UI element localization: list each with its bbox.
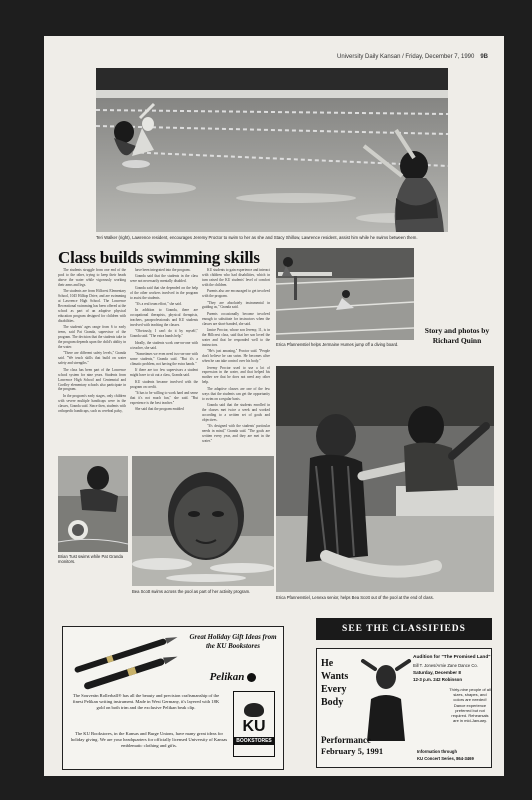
pelikan-brand-logo [185, 671, 281, 683]
paragraph: If there are too few supervisors a student might have to sit out a class, Granda said. [130, 368, 198, 378]
info-contact: KU Concert Series, 864-3469 [417, 756, 474, 761]
paragraph: "It's designed with the students' particular needs in mind," Granda said. "The goals are written every year, and they are met in the water." [202, 424, 270, 444]
paragraph: have been integrated into the program. [135, 268, 191, 272]
paragraph: Jeremy Proctor used to use a lot of expression in the water, and that helped his mother see that he does not need any other help. [202, 365, 270, 385]
middle-photo-caption: Bea Scott swims across the pool as part of her activity program. [132, 589, 251, 594]
pool-scene-illustration [96, 68, 448, 232]
paragraph: The students' ages range from 6 to early teens, said Pat Granda, supervisor of the program. The decision that the students take in the program depends upon the child's ability in the water. [58, 325, 126, 350]
brian-tust-photo [58, 456, 128, 552]
page-header [337, 54, 488, 60]
audition-time: 12-3 p.m. 242 Robinson [413, 677, 463, 682]
headline-word: He [321, 658, 334, 669]
paragraph: "It's a real team effort," she said. [135, 301, 182, 306]
story-byline: Story and photos by Richard Quinn [424, 326, 490, 346]
audition-date: Saturday, December 8 [413, 670, 461, 675]
pool-exit-photo [276, 366, 494, 592]
jayhawk-icon [244, 703, 264, 717]
bookstores-logo-text: BOOKSTORES [236, 738, 272, 744]
he-wants-every-body [321, 657, 361, 709]
headline-word: Every [321, 684, 347, 695]
pelikan-ad-headline: Great Holiday Gift Ideas from the KU Bookstores [189, 633, 277, 650]
diving-board-illustration [276, 248, 414, 340]
article-column-3 [202, 268, 270, 454]
paragraph: She said that the program enabled [135, 407, 184, 412]
pelikan-ad[interactable] [62, 626, 284, 770]
paragraph: "Sometimes we even need two-on-one with some students," Granda said. "But it's a climatic problem, not having the extra hands." [130, 352, 198, 366]
masthead-text: University Daily Kansan / Friday, December 7, 1990 [337, 54, 475, 60]
bea-scott-photo [132, 456, 274, 586]
ku-bookstores-logo [233, 691, 275, 757]
left-photo-caption: Brian Tust swims while Pat Granda monitors. [58, 554, 123, 565]
paragraph: "There are different safety levels," Granda said. "We teach skills that build on water safety and strengths." [58, 351, 126, 366]
paragraph: Granda said that she depended on the help of the other workers involved in the program to assist the students. [130, 285, 198, 300]
top-pool-photo [96, 68, 448, 232]
dancer-portrait [357, 659, 415, 741]
paragraph: "They are absolutely instrumental in guiding us," Granda said. [202, 300, 270, 310]
diving-photo-caption: Erica Pfannenstiel helps Jermaine Humes jump off a diving board. [276, 342, 399, 347]
paragraph: Granda said that the students in the class were not necessarily mentally disabled. [130, 274, 198, 284]
audition-title: Audition for "The Promised Land" [413, 655, 491, 660]
paragraph: The adaptive classes are one of the few ways that the students can get the opportunity to swim on a regular basis. [202, 386, 270, 401]
paragraph: The class has been part of the Lawrence school system for nine years. Students from Lawrence High School and Centennial and Cordley elementary schools also participate in the program. [58, 367, 126, 392]
paragraph: Granda said that the students enrolled in the classes met twice a week and worked according to a written set of goals and objectives. [202, 402, 270, 422]
paragraph: KU students to gain experience and interact with children who had disabilities, which in turn raised the KU students' level of comfort with the children. [202, 268, 270, 287]
paragraph: The students are from Hillcrest Elementary School, 1045 Hilltop Drive, and are swimming at Lawrence High School. The Lawrence Recreational swimming has been offered at the school as part of an adaptive physical education program designed for children with disabilities. [58, 289, 126, 323]
pelikan-ad-body: The Souverän Rollerball® has all the beauty and precision craftsmanship of the finest Pelikan writing instrument. Made in West Germany, it's layered with 18K gold on both trim and the exclusive Pelikan beak clip. [72, 693, 220, 711]
diving-board-photo [276, 248, 414, 340]
paragraph: "Obviously, I can't do it by myself," Granda said. "The extra hands help." [130, 329, 198, 339]
pen-icon [69, 633, 185, 693]
dance-audition-ad[interactable] [316, 648, 492, 768]
face-in-water-illustration [132, 456, 274, 586]
paragraph: Janice Proctor, whose son Jeremy, 11, is in the Hillcrest class, said that her son loved the water and that he responded well to the instructors. [202, 328, 270, 347]
headline-word: Body [321, 697, 344, 708]
paragraph: Ideally, the students work one-on-one with a teacher, she said. [130, 340, 198, 350]
article-column-1 [58, 268, 126, 454]
pelikan-bird-icon [247, 673, 256, 682]
pelikan-brand-name: Pelikan [209, 671, 245, 683]
paragraph: Parents also are encouraged to get involved with the program. [202, 289, 270, 299]
performance-label: Performance [321, 735, 371, 745]
article-column-2 [130, 268, 198, 454]
paragraph: "It has to be willing to work hard and sense that it's not much fun," she said. "But experience is the best teacher." [130, 390, 198, 405]
paragraph: In addition to Granda, there are occupational therapists, physical therapists, teachers, paraprofessionals and KU students involved with teaching the classes. [130, 308, 198, 328]
top-photo-caption: Teri Walker (right), Lawrence resident, encourages Jeremy Proctor to swim to her as she and Stacy Shillow, Lawrence resident, assist him while he swims between them. [96, 235, 418, 240]
classifieds-banner[interactable]: SEE THE CLASSIFIEDS [316, 618, 492, 640]
audition-need: Thirty-nine people of all sizes, shapes, and colors are needed! Dance experience preferred but not required. Rehearsals are in mid-January. [449, 687, 491, 724]
right-photo-caption: Erica Pfannenstiel, Lenexa senior, helps Bea Scott out of the pool at the end of class. [276, 595, 434, 600]
helping-out-of-pool-illustration [276, 366, 494, 592]
ku-bookstores-text: The KU Bookstores, in the Kansas and Burge Unions, have many great ideas for holiday giving. We are your headquarters for officially licensed University of Kansas emblematic clothing and gifts. [70, 731, 228, 749]
article-headline: Class builds swimming skills [58, 248, 260, 267]
info-label: Information through [417, 749, 458, 754]
paragraph: In the program's early stages, only children with severe multiple handicaps were in the classes, Granda said. Since then, students with orthopedic handicaps, such as cerebral palsy, [58, 393, 126, 413]
paragraph: KU students became involved with the program on credit. [130, 379, 198, 389]
performance-date: February 5, 1991 [321, 746, 384, 756]
paragraph: Parents occasionally become involved enough to substitute for instructors when the classes are short-handed, she said. [202, 311, 270, 326]
newspaper-page [44, 36, 504, 776]
ku-logo-text: KU [242, 718, 266, 735]
paragraph: "He's just amazing," Proctor said. "People don't believe he can swim. He becomes alive when he can take control over his body." [202, 349, 270, 364]
paragraph: The students struggle from one end of the pool to the other, trying to keep their heads above the water while vigorously working their arms and legs. [58, 268, 126, 287]
page-number: 9B [480, 54, 488, 60]
audition-company: Bill T. Jones/Arnie Zane Dance Co. [413, 663, 478, 668]
headline-word: Wants [321, 671, 349, 682]
swimmer-illustration [58, 456, 128, 552]
